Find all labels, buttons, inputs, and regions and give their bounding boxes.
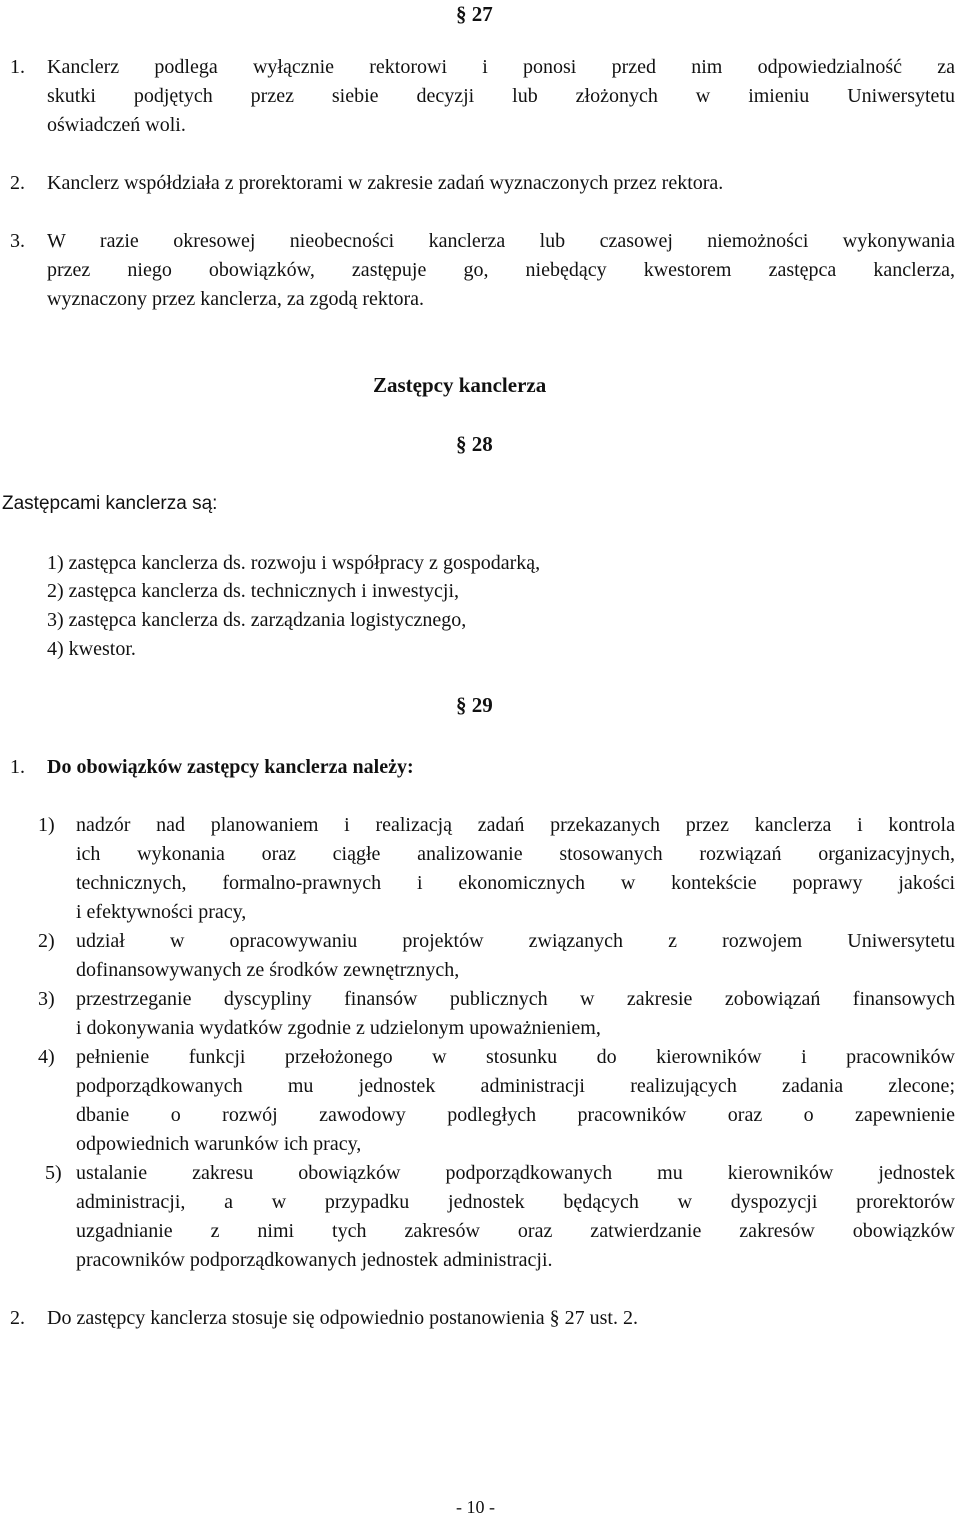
duty-4-number: 4) <box>38 1046 55 1068</box>
section-29-heading: § 29 <box>456 693 493 717</box>
section-29-p1-number: 1. <box>10 756 25 778</box>
para-1-line-3: oświadczeń woli. <box>47 114 186 136</box>
duty-3-line-2: i dokonywania wydatków zgodnie z udzielonym upoważnieniem, <box>76 1017 601 1039</box>
section-28-heading: § 28 <box>456 432 493 456</box>
section-29-p2-number: 2. <box>10 1307 25 1329</box>
duty-3-line-1: przestrzeganie dyscypliny finansów publicznych w zakresie zobowiązań finansowych <box>76 988 955 1010</box>
duty-4-line-3: dbanie o rozwój zawodowy podległych pracowników oraz o zapewnienie <box>76 1104 955 1126</box>
para-1-line-1: Kanclerz podlega wyłącznie rektorowi i ponosi przed nim odpowiedzialność za <box>47 56 955 78</box>
section-29-p2-text: Do zastępcy kanclerza stosuje się odpowiednio postanowienia § 27 ust. 2. <box>47 1307 638 1329</box>
section-27-heading: § 27 <box>456 2 493 26</box>
chapter-title: Zastępcy kanclerza <box>373 373 547 397</box>
deputy-list-item-4: 4) kwestor. <box>47 638 136 660</box>
duty-5-number: 5) <box>45 1162 62 1184</box>
para-2-text: Kanclerz współdziała z prorektorami w zakresie zadań wyznaczonych przez rektora. <box>47 172 724 194</box>
para-3-number: 3. <box>10 230 25 252</box>
duty-2-line-2: dofinansowywanych ze środków zewnętrznych, <box>76 959 460 981</box>
duty-1-line-2: ich wykonania oraz ciągłe analizowanie stosowanych rozwiązań organizacyjnych, <box>76 843 955 865</box>
duty-1-line-1: nadzór nad planowaniem i realizacją zadań przekazanych przez kanclerza i kontrola <box>76 814 955 836</box>
duty-5-line-3: uzgadnianie z nimi tych zakresów oraz zatwierdzanie zakresów obowiązków <box>76 1220 955 1242</box>
duty-5-line-4: pracowników podporządkowanych jednostek administracji. <box>76 1249 553 1271</box>
page-number: - 10 - <box>456 1497 495 1517</box>
para-2-number: 2. <box>10 172 25 194</box>
duty-5-line-2: administracji, a w przypadku jednostek będących w dyspozycji prorektorów <box>76 1191 955 1213</box>
duty-4-line-4: odpowiednich warunków ich pracy, <box>76 1133 362 1155</box>
duty-5-line-1: ustalanie zakresu obowiązków podporządkowanych mu kierowników jednostek <box>76 1162 955 1184</box>
duty-2-number: 2) <box>38 930 55 952</box>
duty-2-line-1: udział w opracowywaniu projektów związanych z rozwojem Uniwersytetu <box>76 930 955 952</box>
section-29-p1-title: Do obowiązków zastępcy kanclerza należy: <box>47 756 414 778</box>
duty-1-line-4: i efektywności pracy, <box>76 901 247 923</box>
para-1-number: 1. <box>10 56 25 78</box>
deputy-list-item-3: 3) zastępca kanclerza ds. zarządzania logistycznego, <box>47 609 467 631</box>
para-3-line-2: przez niego obowiązków, zastępuje go, niebędący kwestorem zastępca kanclerza, <box>47 259 955 281</box>
deputy-list-item-1: 1) zastępca kanclerza ds. rozwoju i współpracy z gospodarką, <box>47 552 541 574</box>
duty-3-number: 3) <box>38 988 55 1010</box>
deputy-list-item-2: 2) zastępca kanclerza ds. technicznych i inwestycji, <box>47 580 460 602</box>
para-3-line-1: W razie okresowej nieobecności kanclerza lub czasowej niemożności wykonywania <box>47 230 955 252</box>
duty-4-line-2: podporządkowanych mu jednostek administracji realizujących zadania zlecone; <box>76 1075 955 1097</box>
section-28-intro: Zastępcami kanclerza są: <box>2 493 218 514</box>
duty-1-line-3: technicznych, formalno-prawnych i ekonomicznych w kontekście poprawy jakości <box>76 872 955 894</box>
para-1-line-2: skutki podjętych przez siebie decyzji lub złożonych w imieniu Uniwersytetu <box>47 85 955 107</box>
duty-4-line-1: pełnienie funkcji przełożonego w stosunku do kierowników i pracowników <box>76 1046 955 1068</box>
para-3-line-3: wyznaczony przez kanclerza, za zgodą rektora. <box>47 288 424 310</box>
duty-1-number: 1) <box>38 814 55 836</box>
